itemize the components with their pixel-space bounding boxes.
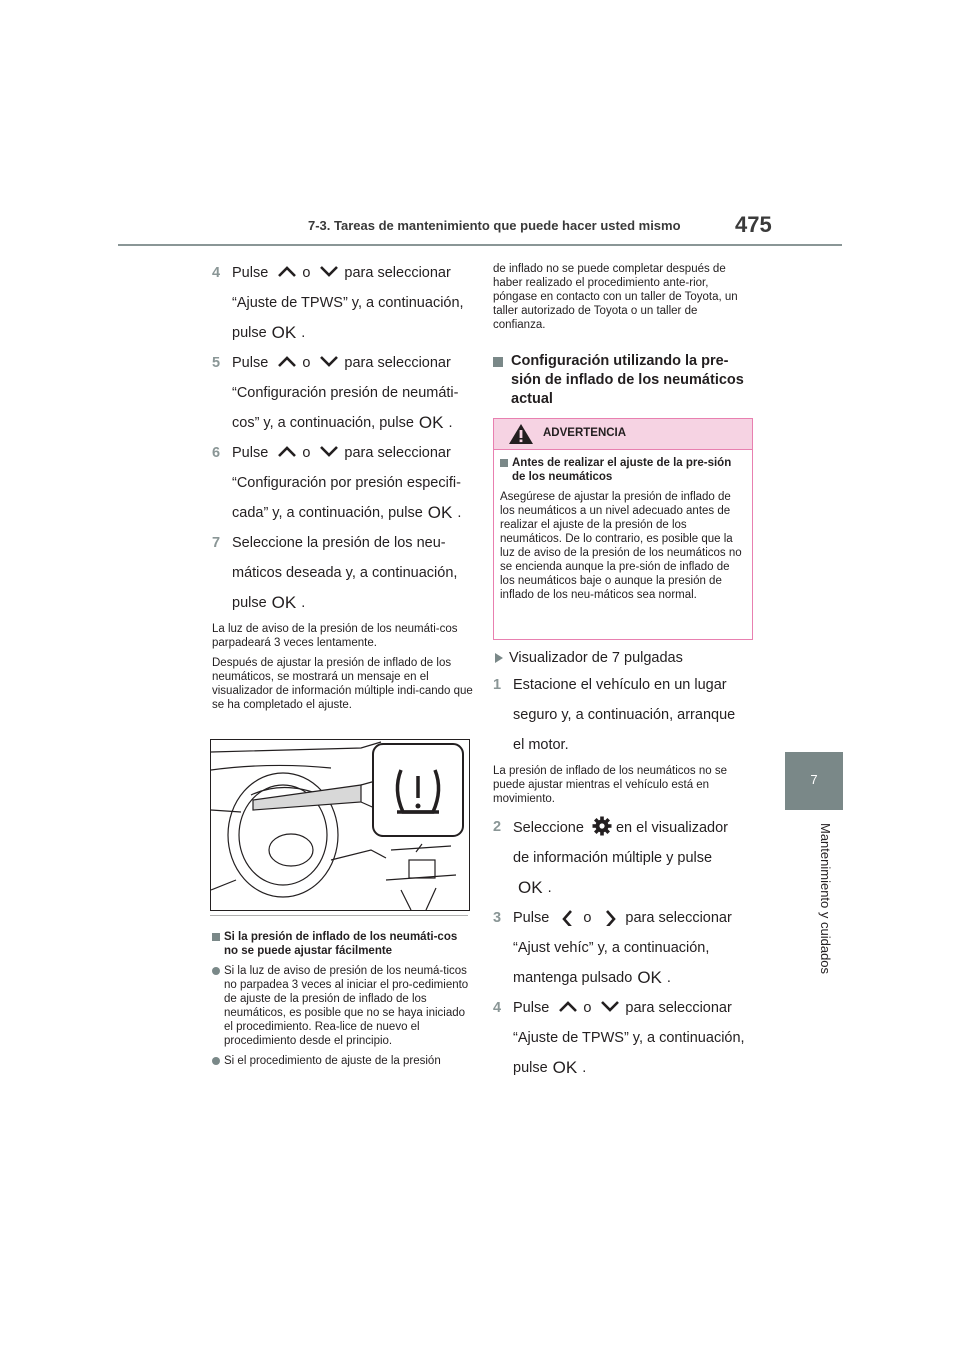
warning-box [493,418,753,640]
ok-button-icon: OK [637,968,662,987]
warning-title: ADVERTENCIA [543,427,627,439]
chevron-up-icon [276,354,298,368]
triangle-bullet-icon [495,653,503,663]
chevron-down-icon [318,444,340,458]
warning-body: Asegúrese de ajustar la presión de inflado de los neumáticos a un nivel adecuado antes de realizar el ajuste de la presión de los neumáticos. De lo contrario, es posible que la luz de aviso de la presión de los neumáticos no se encienda aunque la pre-sión de inflado de los neumáticos baje o aunque la presión de inflado de los neu-máticos sea normal. [500,491,742,601]
right-column-lower [493,648,755,1087]
note-paragraph: Después de ajustar la presión de inflado de los neumáticos, se mostrará un mensaje en el visualizador de información múltiple indi-cando que se ha completado el ajuste. [212,657,473,711]
chevron-right-icon [599,908,621,926]
continuation-paragraph: de inflado no se puede completar después de haber realizado el procedimiento ante-rior, póngase en contacto con un taller de Toyota, un taller autorizado de Toyota o un taller de confianza. [493,263,738,331]
step-3: 3 Pulse o para seleccionar “Ajust vehíc” y, a continuación, mantenga pulsado OK . [493,907,755,989]
dashboard-drawing [211,740,469,910]
step-number: 4 [493,1000,502,1016]
ok-button-icon: OK [518,878,543,897]
bullet-dot [212,967,220,975]
chevron-left-icon [557,908,579,926]
step-4: 4 Pulse o para seleccionar “Ajuste de TPWS” y, a continuación, pulse OK . [212,262,474,344]
step-number: 3 [493,910,502,926]
step-number: 2 [493,819,502,835]
bullet-dot [212,1057,220,1065]
step-5: 5 Pulse o para seleccionar “Configuración presión de neumáti- cos” y, a continuación, pulse OK . [212,352,474,434]
chapter-number: 7 [810,772,818,787]
left-column [212,262,474,718]
step-number: 5 [212,355,221,371]
square-marker [500,459,508,467]
section-heading: Configuración utilizando la pre-sión de inflado de los neumáticos actual [493,352,751,409]
illustration-divider [210,915,468,916]
ok-button-icon: OK [271,593,297,612]
ok-button-icon: OK [418,413,444,432]
subheading: Si la presión de inflado de los neumáti-cos no se puede ajustar fácilmente [212,930,470,958]
warning-triangle-icon [508,423,534,445]
step-7: 7 Seleccione la presión de los neu- máticos deseada y, a continuación, pulse OK . [212,532,474,614]
step-number: 6 [212,445,221,461]
ok-button-icon: OK [271,323,297,342]
chevron-down-icon [318,354,340,368]
step-number: 1 [493,677,502,693]
right-column [493,262,751,409]
section-title: 7-3. Tareas de mantenimiento que puede hacer usted mismo [308,218,681,233]
note-paragraph: La presión de inflado de los neumáticos no se puede ajustar mientras el vehículo está en movimiento. [493,765,727,805]
chapter-tab [785,752,843,810]
chevron-up-icon [276,444,298,458]
step-number: 4 [212,265,221,281]
bullet-item: Si el procedimiento de ajuste de la presión [212,1054,470,1068]
chevron-up-icon [276,264,298,278]
left-column-lower [212,930,470,1074]
step-1: 1 Estacione el vehículo en un lugar seguro y, a continuación, arranque el motor. [493,674,755,756]
ok-button-icon: OK [427,503,453,522]
gear-icon [592,816,612,836]
step-6: 6 Pulse o para seleccionar “Configuración por presión especifi- cada” y, a continuación, pulse OK . [212,442,474,524]
warning-header [494,419,752,450]
step-4-right: 4 Pulse o para seleccionar “Ajuste de TPWS” y, a continuación, pulse OK . [493,997,755,1079]
dashboard-illustration [210,739,470,911]
warning-subheading: Antes de realizar el ajuste de la pre-sión de los neumáticos [500,456,746,484]
chevron-down-icon [599,999,621,1013]
square-marker [493,357,503,367]
note-paragraph: La luz de aviso de la presión de los neumáti-cos parpadeará 3 veces lentamente. [212,623,458,649]
step-number: 7 [212,535,221,551]
square-marker [212,933,220,941]
chapter-label: Mantenimiento y cuidados [818,823,833,975]
bullet-item: Si la luz de aviso de presión de los neumá-ticos no parpadea 3 veces al iniciar el pro-cedimiento de ajuste de la presión de inflado de los neumáticos, es posible que no se haya iniciado el procedimiento. Rea-lice de nuevo el procedimiento desde el principio. [212,964,470,1048]
ok-button-icon: OK [552,1058,578,1077]
chevron-down-icon [318,264,340,278]
header-divider [118,244,842,246]
page-number: 475 [735,212,772,237]
chevron-up-icon [557,999,579,1013]
display-label: Visualizador de 7 pulgadas [493,648,755,668]
step-2: 2 Seleccione en el visualizador de información múltiple y pulse OK . [493,816,755,899]
